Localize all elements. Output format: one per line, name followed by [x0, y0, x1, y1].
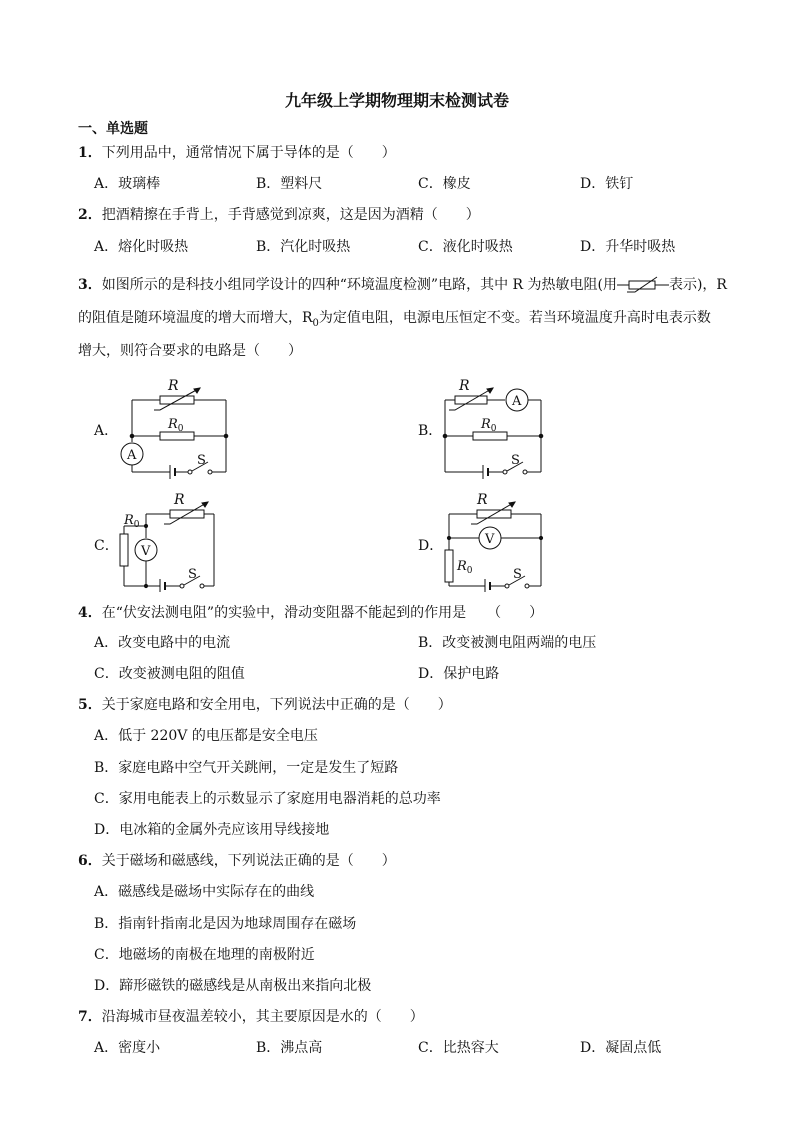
option-a: A．磁感线是磁场中实际存在的曲线 — [94, 884, 315, 900]
option-a: A．改变电路中的电流 — [94, 635, 231, 651]
label-r: R — [477, 492, 488, 508]
option-d: D．蹄形磁铁的磁感线是从南极出来指向北极 — [94, 978, 372, 994]
option-b: B．塑料尺 — [256, 176, 323, 192]
option-c: C．地磁场的南极在地理的南极附近 — [94, 947, 315, 963]
option-d-label: D． — [418, 538, 444, 554]
label-r0-main: R — [481, 417, 491, 432]
question-number: 7． — [78, 1009, 102, 1025]
question-6 — [78, 851, 396, 871]
question-2 — [78, 205, 480, 225]
circuit-diagram-c — [112, 490, 222, 592]
switch-label: S — [511, 453, 520, 468]
option-c: C．橡皮 — [418, 176, 471, 192]
voltmeter-label: V — [485, 532, 495, 547]
switch-label: S — [513, 567, 522, 582]
circuit-diagram-b — [437, 372, 552, 482]
option-a: A．熔化时吸热 — [94, 239, 189, 255]
label-r0 — [480, 417, 497, 434]
option-c: C．液化时吸热 — [418, 239, 513, 255]
option-d: D．升华时吸热 — [580, 239, 676, 255]
question-3-line2 — [78, 308, 711, 334]
option-b: B．改变被测电阻两端的电压 — [418, 635, 597, 651]
option-a-label: A． — [94, 423, 119, 439]
question-text-cont: 表示)，R — [668, 277, 727, 293]
option-a: A．玻璃棒 — [94, 176, 161, 192]
label-r0-sub: 0 — [490, 424, 497, 434]
label-r0 — [456, 559, 473, 576]
question-text: 沿海城市昼夜温差较小，其主要原因是水的（ ） — [101, 1009, 424, 1025]
option-c-label: C． — [94, 538, 119, 554]
question-text: 的阻值是随环境温度的增大而增大，R — [78, 310, 313, 326]
question-7 — [78, 1007, 424, 1027]
question-number: 5． — [78, 697, 102, 713]
question-number: 2． — [78, 207, 102, 223]
question-text: 下列用品中，通常情况下属于导体的是（ ） — [101, 145, 396, 161]
option-c: C．比热容大 — [418, 1040, 499, 1056]
option-d: D．电冰箱的金属外壳应该用导线接地 — [94, 822, 330, 838]
question-1 — [78, 143, 396, 163]
question-number: 4． — [78, 605, 102, 621]
option-b: B．家庭电路中空气开关跳闸，一定是发生了短路 — [94, 760, 399, 776]
option-b-label: B． — [418, 423, 443, 439]
question-number: 1． — [78, 145, 102, 161]
question-5 — [78, 695, 452, 715]
question-number: 6． — [78, 853, 102, 869]
label-r: R — [174, 492, 185, 508]
subscript: 0 — [312, 317, 319, 329]
voltmeter-label: V — [141, 544, 151, 559]
label-r0-main: R — [124, 513, 134, 528]
thermistor-symbol-icon — [617, 275, 669, 293]
question-number: 3． — [78, 277, 102, 293]
label-r: R — [168, 378, 179, 394]
label-r: R — [459, 378, 470, 394]
circuit-diagram-d — [437, 490, 552, 592]
option-a: A．密度小 — [94, 1040, 161, 1056]
question-text: 把酒精擦在手背上，手背感觉到凉爽，这是因为酒精（ ） — [101, 207, 480, 223]
label-r0-sub: 0 — [177, 424, 184, 434]
label-r0 — [123, 513, 140, 530]
section-heading: 一、单选题 — [78, 121, 148, 137]
switch-label: S — [188, 567, 197, 582]
label-r0-main: R — [457, 559, 467, 574]
label-r0-sub: 0 — [133, 520, 140, 530]
switch-label: S — [197, 453, 206, 468]
option-c: C．家用电能表上的示数显示了家庭用电器消耗的总功率 — [94, 791, 441, 807]
label-r0-main: R — [168, 417, 178, 432]
option-d: D．凝固点低 — [580, 1040, 662, 1056]
question-text: 关于家庭电路和安全用电，下列说法中正确的是（ ） — [101, 697, 452, 713]
question-text: 如图所示的是科技小组同学设计的四种“环境温度检测”电路，其中 R 为热敏电阻(用 — [101, 277, 617, 293]
option-b: B．汽化时吸热 — [256, 239, 351, 255]
label-r0 — [167, 417, 184, 434]
circuit-diagram-a — [112, 372, 237, 482]
option-a: A．低于 220V 的电压都是安全电压 — [94, 728, 318, 744]
question-text: 为定值电阻，电源电压恒定不变。若当环境温度升高时电表示数 — [318, 310, 711, 326]
option-c: C．改变被测电阻的阻值 — [94, 666, 245, 682]
option-d: D．保护电路 — [418, 666, 500, 682]
option-d: D．铁钉 — [580, 176, 634, 192]
label-r0-sub: 0 — [466, 566, 473, 576]
question-text: 关于磁场和磁感线，下列说法正确的是（ ） — [101, 853, 396, 869]
question-3-line3: 增大，则符合要求的电路是（ ） — [78, 343, 302, 359]
question-4 — [78, 603, 543, 623]
option-b: B．指南针指南北是因为地球周围存在磁场 — [94, 916, 357, 932]
question-3 — [78, 275, 727, 295]
ammeter-label: A — [127, 448, 137, 463]
option-b: B．沸点高 — [256, 1040, 323, 1056]
page-title: 九年级上学期物理期末检测试卷 — [284, 91, 509, 110]
question-text: 在“伏安法测电阻”的实验中，滑动变阻器不能起到的作用是 （ ） — [101, 605, 544, 621]
ammeter-label: A — [512, 394, 522, 409]
